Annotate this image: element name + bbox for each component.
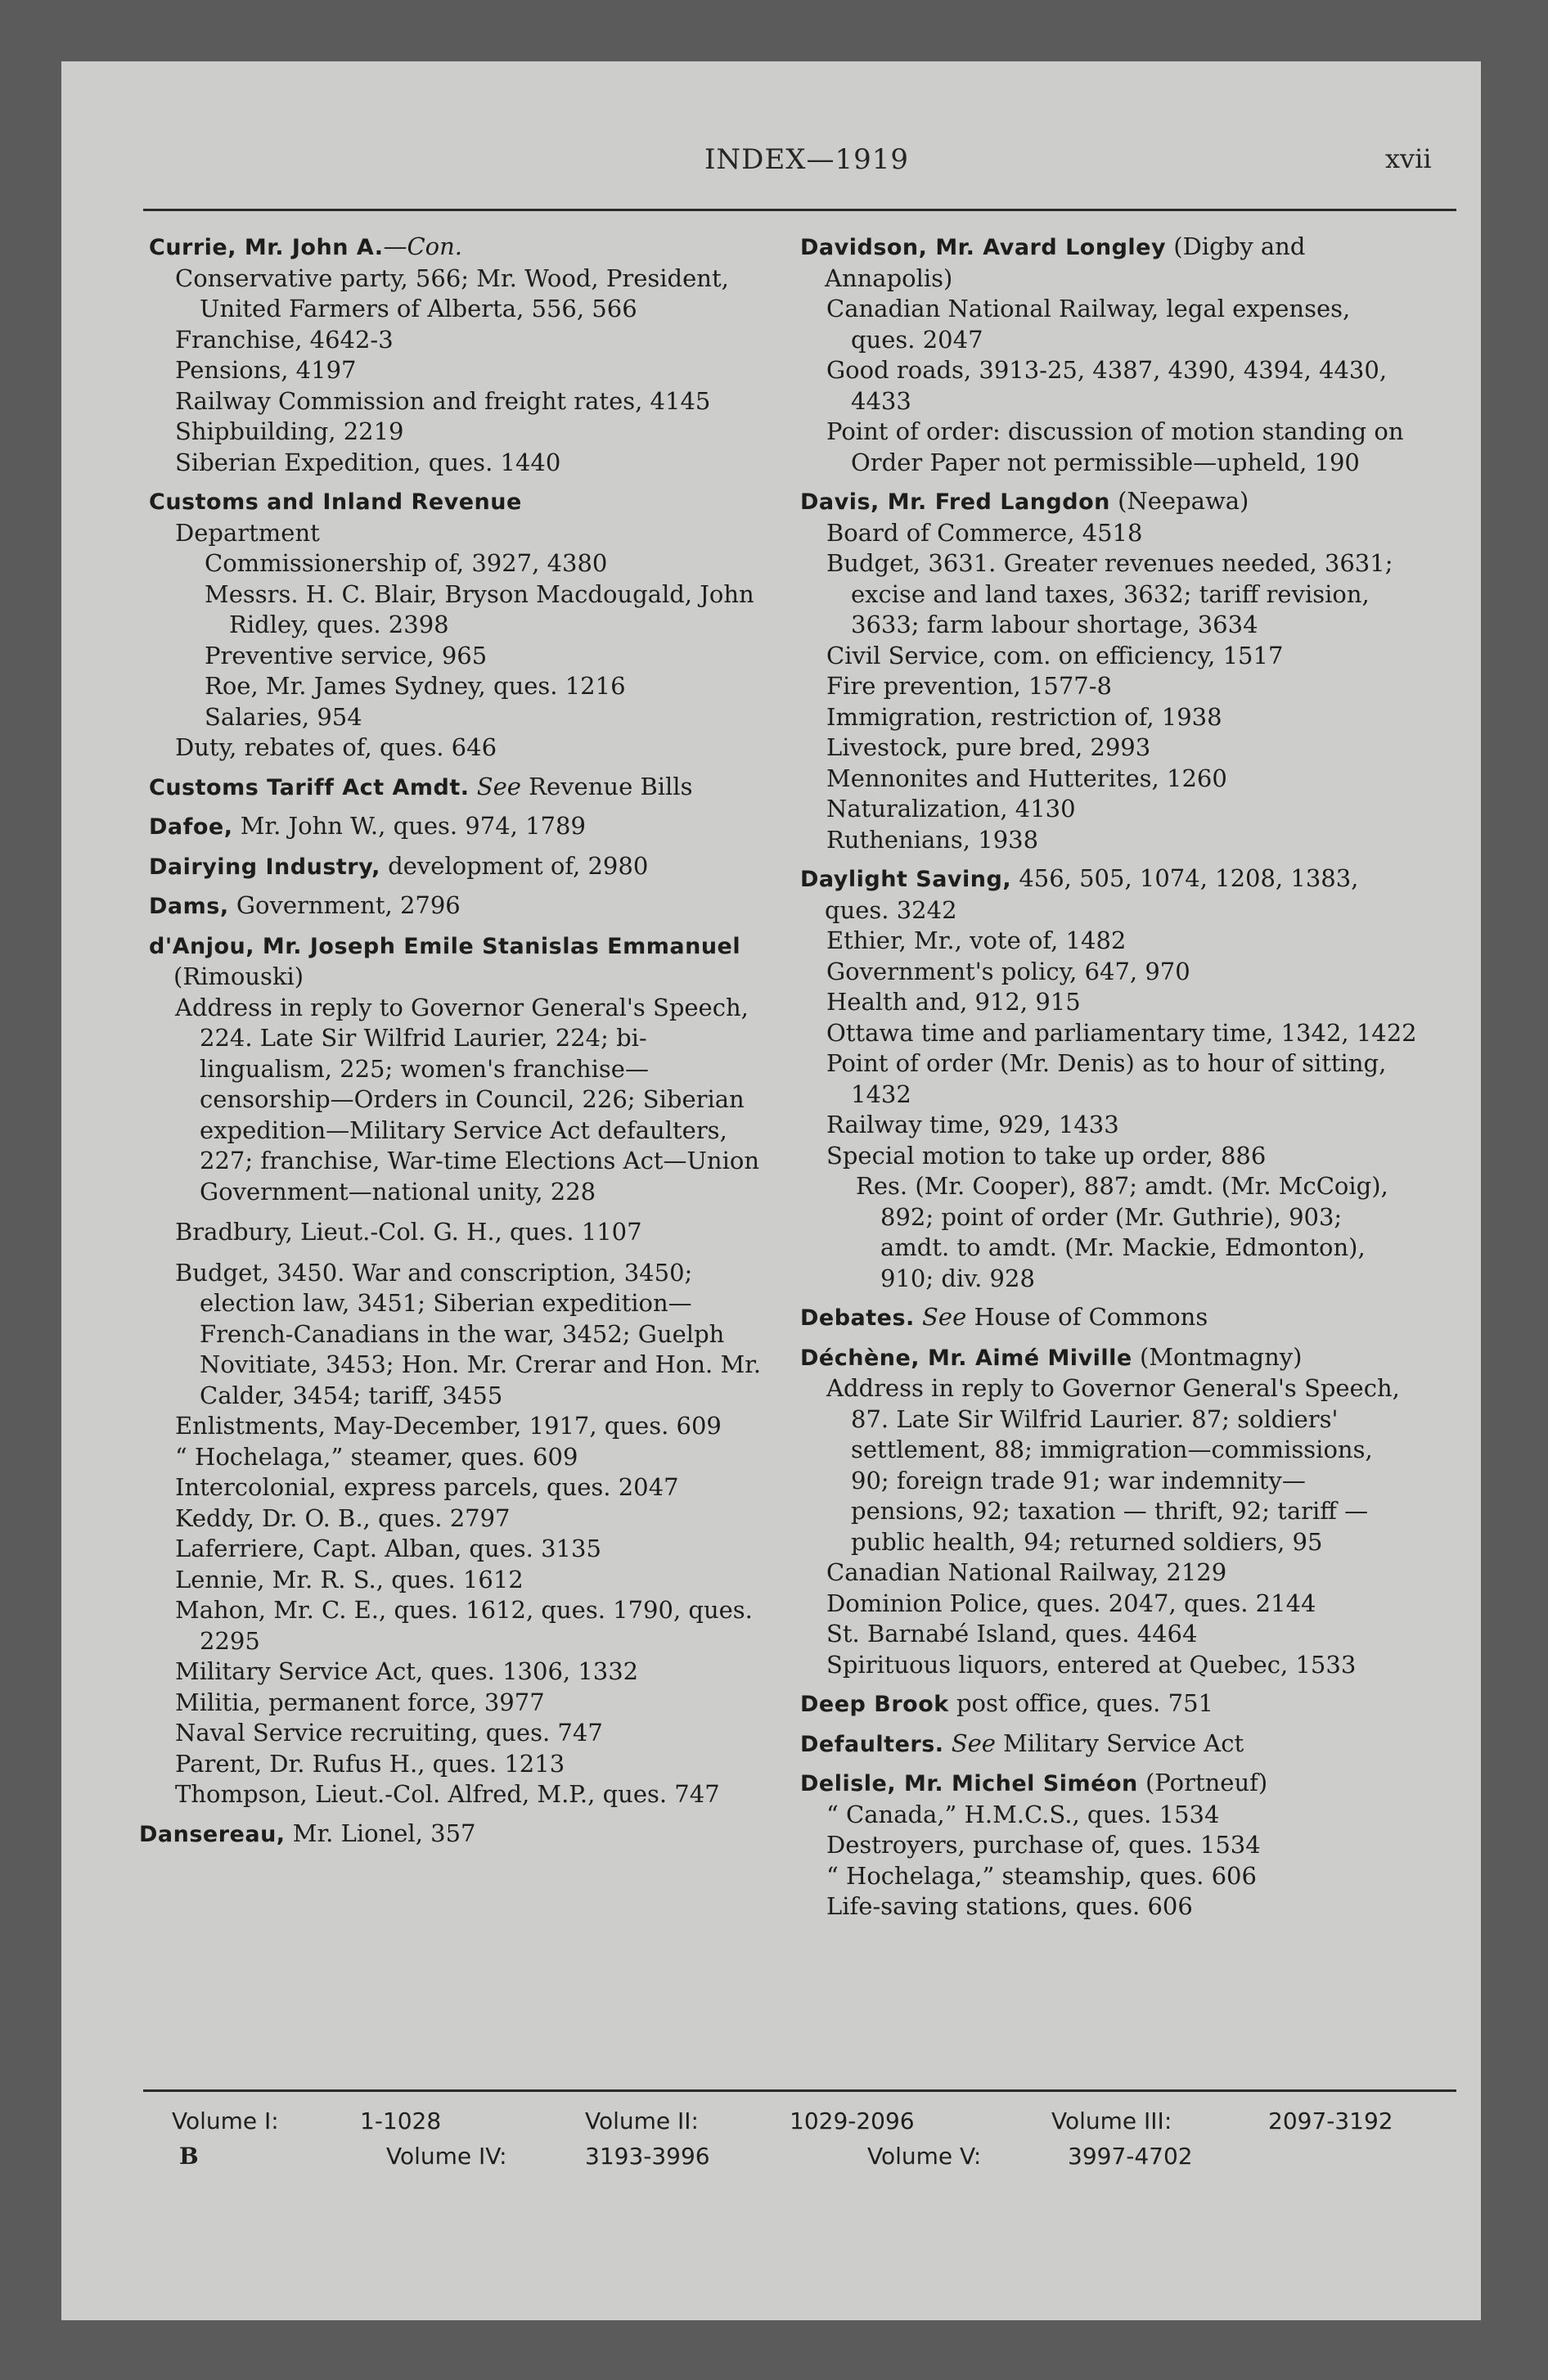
sub-entry: Res. (Mr. Cooper), 887; amdt. (Mr. McCoig), 892; point of order (Mr. Guthrie), 903; amdt. to amdt. (Mr. Mackie, Edmonton), 910; div. 928 xyxy=(856,1172,1388,1292)
entry-text: post office, ques. 751 xyxy=(956,1689,1213,1717)
sub-entry: Shipbuilding, 2219 xyxy=(175,417,404,445)
sub-entry: Railway time, 929, 1433 xyxy=(826,1111,1119,1138)
sub-entry: Pensions, 4197 xyxy=(175,356,357,384)
sub-entry: Laferriere, Capt. Alban, ques. 3135 xyxy=(175,1535,601,1562)
volume-1-range: 1-1028 xyxy=(360,2107,442,2134)
index-entry-deep-brook xyxy=(800,1688,1418,1720)
sub-entry: Address in reply to Governor General's Speech, 87. Late Sir Wilfrid Laurier. 87; soldiers' settlement, 88; immigration—commissions, 90; foreign trade 91; war indemnity—pensions, 92; taxation — thrift, 92; tariff — public health, 94; returned soldiers, 95 xyxy=(826,1374,1400,1556)
index-entry-customs-tariff xyxy=(149,772,767,804)
sub-entry: Special motion to take up order, 886 xyxy=(826,1141,1267,1170)
entry-heading: Currie, Mr. John A. xyxy=(149,235,384,260)
sub-entry: Dominion Police, ques. 2047, ques. 2144 xyxy=(826,1589,1316,1617)
sub-entry: Life-saving stations, ques. 606 xyxy=(826,1892,1193,1920)
sub-entry: Mennonites and Hutterites, 1260 xyxy=(826,764,1227,792)
sub-entry: “ Hochelaga,” steamship, ques. 606 xyxy=(826,1861,1257,1890)
sub-entry: Destroyers, purchase of, ques. 1534 xyxy=(826,1831,1261,1859)
header-rule xyxy=(143,209,1456,211)
entry-text: (Neepawa) xyxy=(1118,487,1249,515)
entry-heading: Customs and Inland Revenue xyxy=(149,489,522,515)
index-entry-delisle xyxy=(800,1768,1418,1922)
entry-text: Mr. John W., ques. 974, 1789 xyxy=(240,812,586,840)
volume-2-range: 1029-2096 xyxy=(790,2107,915,2134)
see-marker: See xyxy=(951,1729,996,1757)
sub-entry: Enlistments, May-December, 1917, ques. 609 xyxy=(175,1412,722,1440)
sub-entry: Railway Commission and freight rates, 4145 xyxy=(175,386,711,415)
sub-entry: Ethier, Mr., vote of, 1482 xyxy=(826,926,1127,954)
entry-heading: Debates. xyxy=(800,1305,915,1331)
sub-entry: Preventive service, 965 xyxy=(205,641,488,669)
sub-entry: Spirituous liquors, entered at Quebec, 1533 xyxy=(826,1650,1357,1679)
sub-entry: Fire prevention, 1577-8 xyxy=(826,672,1113,700)
sub-entry: Lennie, Mr. R. S., ques. 1612 xyxy=(175,1565,524,1593)
sub-entry: Ruthenians, 1938 xyxy=(826,825,1039,854)
entry-heading: Daylight Saving, xyxy=(800,867,1012,892)
entry-text: Mr. Lionel, 357 xyxy=(292,1819,476,1847)
volume-1-label: Volume I: xyxy=(172,2107,279,2134)
sub-entry: Commissionership of, 3927, 4380 xyxy=(205,549,608,577)
volume-4-label: Volume IV: xyxy=(386,2143,507,2170)
index-entry-dams xyxy=(149,890,767,922)
sub-entry: Department xyxy=(175,518,320,547)
entry-continued: —Con. xyxy=(383,232,463,260)
index-entry-dansereau xyxy=(139,1819,767,1850)
entry-heading: d'Anjou, Mr. Joseph Emile Stanislas Emmanuel xyxy=(149,933,741,959)
sub-entry: Civil Service, com. on efficiency, 1517 xyxy=(826,641,1284,669)
index-entry-davis xyxy=(800,486,1418,855)
sub-entry: Address in reply to Governor General's Speech, 224. Late Sir Wilfrid Laurier, 224; bi-lingualism, 225; women's franchise—censorship—Orders in Council, 226; Siberian expedition—Military Service Act defaulters, 227; franchise, War-time Elections Act—Union Government—national unity, 228 xyxy=(175,993,760,1206)
sub-entry: Roe, Mr. James Sydney, ques. 1216 xyxy=(205,672,626,700)
sub-entry: Immigration, restriction of, 1938 xyxy=(826,702,1222,731)
entry-text: (Digby and Annapolis) xyxy=(825,232,1306,292)
entry-heading: Dams, xyxy=(149,894,229,919)
sub-entry: Canadian National Railway, 2129 xyxy=(826,1558,1227,1586)
sub-entry: “ Hochelaga,” steamer, ques. 609 xyxy=(175,1442,578,1471)
index-entry-dafoe xyxy=(149,811,767,843)
sub-entry: Messrs. H. C. Blair, Bryson Macdougald, John Ridley, ques. 2398 xyxy=(205,579,754,638)
footer-rule xyxy=(143,2089,1456,2092)
signature-mark: B xyxy=(179,2143,199,2170)
right-column xyxy=(800,232,1418,1931)
sub-entry: Thompson, Lieut.-Col. Alfred, M.P., ques. 747 xyxy=(175,1780,720,1808)
sub-entry: Siberian Expedition, ques. 1440 xyxy=(175,448,561,476)
page-number: xvii xyxy=(1385,143,1432,174)
see-marker: See xyxy=(476,772,521,800)
sub-entry: Livestock, pure bred, 2993 xyxy=(826,733,1151,761)
index-entry-davidson xyxy=(800,232,1418,478)
index-entry-daylight-saving xyxy=(800,863,1418,1294)
entry-heading: Dafoe, xyxy=(149,814,233,840)
sub-entry: “ Canada,” H.M.C.S., ques. 1534 xyxy=(826,1800,1220,1828)
sub-entry: Militia, permanent force, 3977 xyxy=(175,1688,545,1716)
index-entry-danjou xyxy=(149,931,767,1810)
sub-entry: Conservative party, 566; Mr. Wood, President, United Farmers of Alberta, 556, 566 xyxy=(175,264,729,322)
entry-heading: Déchène, Mr. Aimé Miville xyxy=(800,1345,1132,1371)
sub-entry: Bradbury, Lieut.-Col. G. H., ques. 1107 xyxy=(175,1218,642,1246)
entry-heading: Customs Tariff Act Amdt. xyxy=(149,774,470,800)
left-column xyxy=(139,232,767,1858)
entry-heading: Davis, Mr. Fred Langdon xyxy=(800,489,1110,515)
entry-heading: Dairying Industry, xyxy=(149,854,380,880)
sub-entry: Keddy, Dr. O. B., ques. 2797 xyxy=(175,1503,511,1532)
volume-4-range: 3193-3996 xyxy=(585,2143,710,2170)
sub-entry: Health and, 912, 915 xyxy=(826,988,1081,1016)
entry-text: Government, 2796 xyxy=(236,891,461,919)
index-page xyxy=(61,61,1481,2320)
index-entry-customs xyxy=(149,486,767,764)
cross-reference: Military Service Act xyxy=(1003,1729,1244,1757)
entry-text: 456, 505, 1074, 1208, 1383, ques. 3242 xyxy=(825,864,1359,924)
sub-entry: Point of order (Mr. Denis) as to hour of sitting, 1432 xyxy=(826,1049,1387,1108)
volume-3-label: Volume III: xyxy=(1051,2107,1172,2134)
sub-entry: Intercolonial, express parcels, ques. 2047 xyxy=(175,1473,679,1501)
sub-entry: Salaries, 954 xyxy=(205,702,362,731)
entry-text: (Portneuf) xyxy=(1145,1769,1268,1796)
volume-5-range: 3997-4702 xyxy=(1068,2143,1193,2170)
cross-reference: Revenue Bills xyxy=(529,772,693,800)
sub-entry: Mahon, Mr. C. E., ques. 1612, ques. 1790, ques. 2295 xyxy=(175,1596,753,1655)
sub-entry: Franchise, 4642-3 xyxy=(175,325,394,354)
sub-entry: Canadian National Railway, legal expenses, ques. 2047 xyxy=(826,295,1351,354)
index-entry-currie xyxy=(149,232,767,478)
volume-2-label: Volume II: xyxy=(585,2107,699,2134)
sub-entry: Government's policy, 647, 970 xyxy=(826,957,1190,985)
sub-entry: Naturalization, 4130 xyxy=(826,795,1076,823)
entry-heading: Defaulters. xyxy=(800,1731,944,1757)
sub-entry: St. Barnabé Island, ques. 4464 xyxy=(826,1620,1198,1648)
page-title: INDEX—1919 xyxy=(704,143,909,176)
sub-entry: Budget, 3450. War and conscription, 3450; election law, 3451; Siberian expedition—French-Canadians in the war, 3452; Guelph Novitiate, 3453; Hon. Mr. Crerar and Hon. Mr. Calder, 3454; tariff, 3455 xyxy=(175,1258,762,1409)
sub-entry: Parent, Dr. Rufus H., ques. 1213 xyxy=(175,1749,565,1778)
entry-heading: Dansereau, xyxy=(139,1821,286,1847)
index-entry-dairying xyxy=(149,851,767,883)
entry-text: (Montmagny) xyxy=(1139,1342,1303,1371)
entry-heading: Delisle, Mr. Michel Siméon xyxy=(800,1771,1138,1796)
see-marker: See xyxy=(922,1303,967,1331)
sub-entry: Military Service Act, ques. 1306, 1332 xyxy=(175,1657,639,1685)
index-entry-dechene xyxy=(800,1342,1418,1681)
entry-heading: Davidson, Mr. Avard Longley xyxy=(800,235,1167,260)
entry-text: development of, 2980 xyxy=(388,851,649,880)
sub-entry: Point of order: discussion of motion standing on Order Paper not permissible—upheld, 190 xyxy=(826,417,1404,476)
volume-5-label: Volume V: xyxy=(867,2143,982,2170)
sub-entry: Naval Service recruiting, ques. 747 xyxy=(175,1719,603,1747)
index-entry-defaulters xyxy=(800,1729,1418,1760)
cross-reference: House of Commons xyxy=(974,1303,1208,1331)
entry-text: (Rimouski) xyxy=(173,962,304,990)
sub-entry: Budget, 3631. Greater revenues needed, 3631; excise and land taxes, 3632; tariff revision, 3633; farm labour shortage, 3634 xyxy=(826,549,1393,638)
sub-entry: Board of Commerce, 4518 xyxy=(826,518,1143,547)
sub-entry: Ottawa time and parliamentary time, 1342, 1422 xyxy=(826,1018,1417,1047)
index-entry-debates xyxy=(800,1302,1418,1334)
volume-3-range: 2097-3192 xyxy=(1268,2107,1393,2134)
sub-entry: Good roads, 3913-25, 4387, 4390, 4394, 4430, 4433 xyxy=(826,356,1388,415)
entry-heading: Deep Brook xyxy=(800,1692,949,1717)
sub-entry: Duty, rebates of, ques. 646 xyxy=(175,733,497,761)
